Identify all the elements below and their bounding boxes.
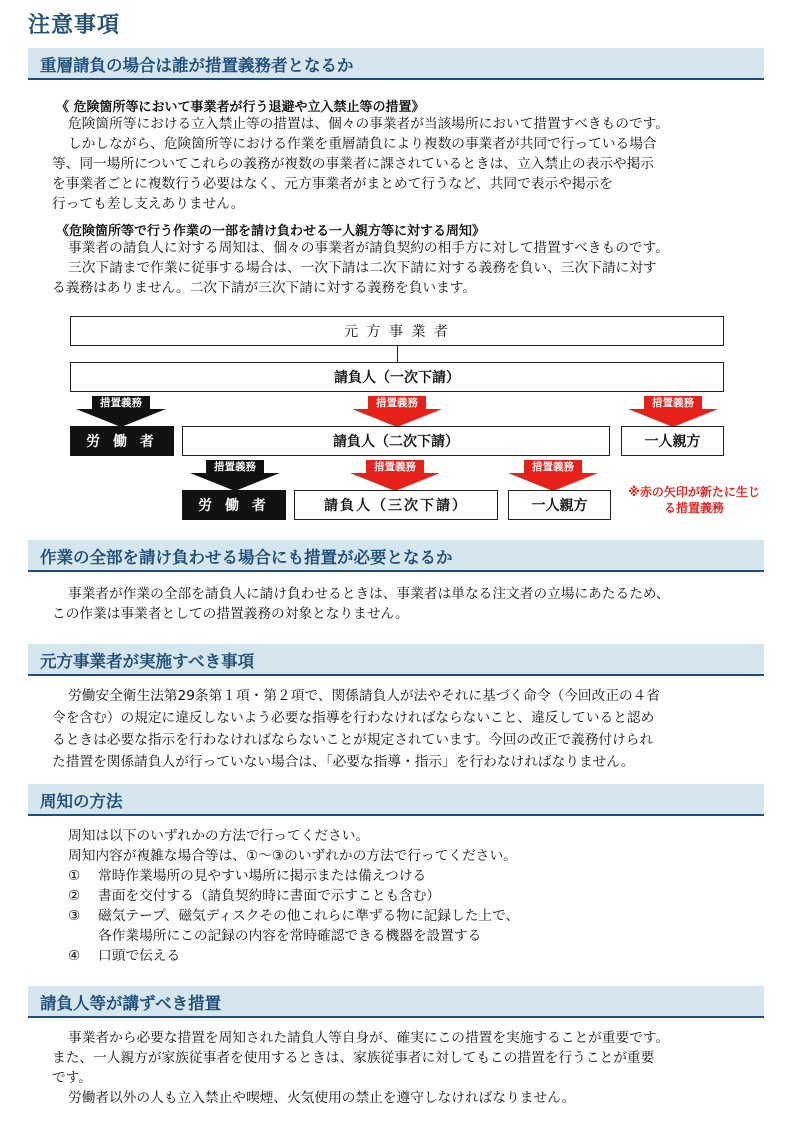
arrow-red-to-ukeoi-2	[352, 396, 442, 428]
section-heading-multilayer	[28, 48, 764, 80]
arrow-red-to-hitori-1	[628, 396, 718, 428]
subheading-evacuation: 《 危険箇所等において事業者が行う退避や立入禁止等の措置》	[56, 100, 425, 115]
arrow-red-to-hitori-2	[508, 460, 598, 492]
list-item-number: ①	[68, 868, 81, 884]
list-item-text: 各作業場所にこの記録の内容を常時確認できる機器を設置する	[98, 928, 482, 944]
list-item-text: 口頭で伝える	[98, 948, 181, 964]
arrow-label: 措置義務	[214, 461, 256, 473]
arrow-label: 措置義務	[374, 461, 416, 473]
section-heading-text: 周知の方法	[40, 792, 123, 811]
diagram-box-worker-2: 労 働 者	[182, 490, 286, 520]
paragraph-line: 危険箇所等における立入禁止等の措置は、個々の事業者が当該場所において措置すべきものです。	[68, 116, 669, 132]
paragraph-line: る義務はありません。二次下請が三次下請に対する義務を負います。	[52, 280, 477, 296]
paragraph-line: 周知内容が複雑な場合等は、①～③のいずれかの方法で行ってください。	[68, 848, 517, 864]
section-heading-notification-method	[28, 784, 764, 816]
diagram-box-motokata: 元 方 事 業 者	[70, 316, 724, 346]
arrow-label: 措置義務	[100, 397, 142, 409]
diagram-box-ukeoi-3: 請負人（三次下請）	[294, 490, 498, 520]
list-item-text: 書面を交付する（請負契約時に書面で示すことも含む）	[98, 888, 441, 904]
arrow-red-to-ukeoi-3	[350, 460, 440, 492]
section-heading-text: 作業の全部を請け負わせる場合にも措置が必要となるか	[40, 548, 453, 567]
paragraph-line: るときは必要な指示を行わなければならないことが規定されています。今回の改正で義務付けられ	[52, 732, 654, 748]
paragraph-line: この作業は事業者としての措置義務の対象となりません。	[52, 606, 409, 622]
paragraph-line: 等、同一場所についてこれらの義務が複数の事業者に課されているときは、立入禁止の表示や掲示	[52, 156, 654, 172]
section-heading-full-subcontract	[28, 540, 764, 572]
diagram-box-hitori-2: 一人親方	[508, 490, 611, 520]
paragraph-line: 令を含む）の規定に違反しないよう必要な指導を行わなければならないこと、違反していると認め	[52, 710, 655, 726]
arrow-label: 措置義務	[532, 461, 574, 473]
paragraph-line: です。	[52, 1070, 92, 1086]
diagram-box-worker-1: 労 働 者	[70, 426, 174, 456]
list-item-number: ③	[68, 908, 81, 924]
paragraph-line: 周知は以下のいずれかの方法で行ってください。	[68, 828, 370, 844]
list-item-number: ②	[68, 888, 81, 904]
diagram-box-hitori-1: 一人親方	[621, 426, 724, 456]
arrow-label: 措置義務	[376, 397, 418, 409]
section-heading-text: 重層請負の場合は誰が措置義務者となるか	[40, 56, 354, 75]
list-item-text: 磁気テープ、磁気ディスクその他これらに準ずる物に記録した上で、	[98, 908, 520, 924]
paragraph-line: 事業者から必要な措置を周知された請負人等自身が、確実にこの措置を実施することが重要です。	[68, 1030, 670, 1046]
paragraph-line: しかしながら、危険箇所等における作業を重層請負により複数の事業者が共同で行っている場合	[68, 136, 657, 152]
page-title: 注意事項	[28, 13, 121, 38]
arrow-label: 措置義務	[652, 397, 694, 409]
paragraph-line: 労働安全衛生法第29条第１項・第２項で、関係請負人が法やそれに基づく命令（今回改正の４省	[68, 688, 661, 704]
arrow-black-to-worker-2	[190, 460, 280, 492]
diagram-box-ukeoi-2: 請負人（二次下請）	[182, 426, 610, 456]
paragraph-line: を事業者ごとに複数行う必要はなく、元方事業者がまとめて行うなど、共同で表示や掲示を	[52, 176, 613, 192]
connector-line	[397, 346, 398, 362]
paragraph-line: 三次下請まで作業に従事する場合は、一次下請は二次下請に対する義務を負い、三次下請に対す	[68, 260, 657, 276]
subheading-notification: 《危険箇所等で行う作業の一部を請け負わせる一人親方等に対する周知》	[56, 224, 486, 239]
diagram-note: ※赤の矢印が新たに生じる措置義務	[628, 485, 760, 515]
paragraph-line: 労働者以外の人も立入禁止や喫煙、火気使用の禁止を遵守しなければなりません。	[68, 1090, 576, 1106]
list-item-number: ④	[68, 948, 81, 964]
paragraph-line: 事業者の請負人に対する周知は、個々の事業者が請負契約の相手方に対して措置すべきものです。	[68, 240, 669, 256]
paragraph-line: 事業者が作業の全部を請負人に請け負わせるときは、事業者は単なる注文者の立場にあたるため、	[68, 586, 670, 602]
section-heading-text: 請負人等が講ずべき措置	[40, 994, 222, 1013]
section-heading-text: 元方事業者が実施すべき事項	[40, 652, 255, 671]
diagram-box-ukeoi-1: 請負人（一次下請）	[70, 362, 724, 392]
section-heading-motokata-duties	[28, 644, 764, 676]
arrow-black-to-worker	[76, 396, 166, 428]
list-item-text: 常時作業場所の見やすい場所に掲示または備えつける	[98, 868, 427, 884]
paragraph-line: た措置を関係請負人が行っていない場合は、「必要な指導・指示」を行わなければなりません。	[52, 754, 635, 770]
paragraph-line: 行っても差し支えありません。	[52, 196, 245, 212]
section-heading-contractor-measures	[28, 986, 764, 1018]
paragraph-line: また、一人親方が家族従事者を使用するときは、家族従事者に対してもこの措置を行うことが重要	[52, 1050, 655, 1066]
